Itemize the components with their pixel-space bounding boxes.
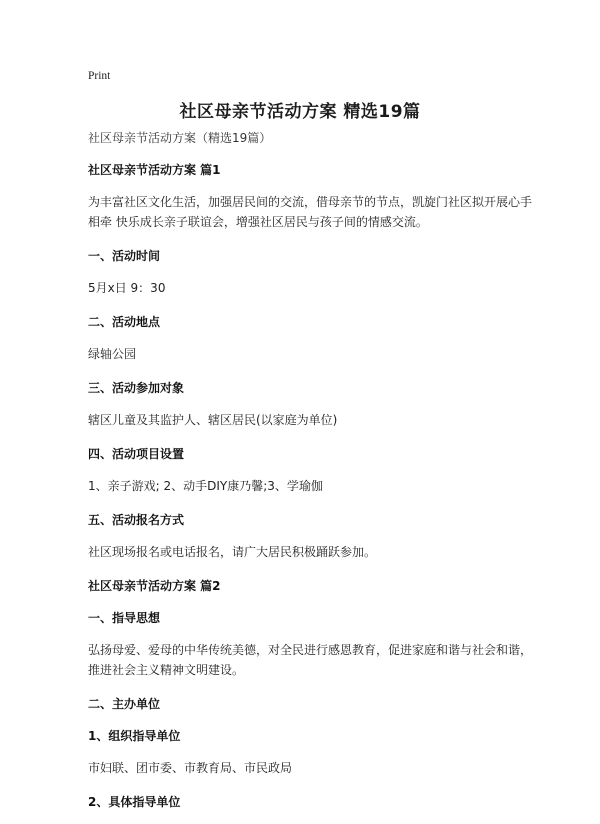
section-heading: 社区母亲节活动方案 篇2 <box>88 579 221 593</box>
paragraph: 市妇联、团市委、市教育局、市民政局 <box>88 761 293 775</box>
paragraph: 辖区儿童及其监护人、辖区居民(以家庭为单位) <box>88 413 338 427</box>
paragraph: 为丰富社区文化生活，加强居民间的交流，借母亲节的节点，凯旋门社区拟开展心手相牵 快乐成长亲子联谊会，增强社区居民与孩子间的情感交流。 <box>88 195 533 229</box>
paragraph: 绿轴公园 <box>88 347 137 361</box>
print-link[interactable]: Print <box>88 70 111 82</box>
section-heading: 五、活动报名方式 <box>88 513 185 527</box>
paragraph: 社区现场报名或电话报名，请广大居民积极踊跃参加。 <box>88 545 377 559</box>
section-heading: 一、活动时间 <box>88 249 161 263</box>
paragraph: 1、亲子游戏; 2、动手DIY康乃馨;3、学瑜伽 <box>88 479 323 493</box>
page-title: 社区母亲节活动方案 精选19篇 <box>179 102 421 122</box>
section-heading: 三、活动参加对象 <box>88 381 185 395</box>
section-heading: 一、指导思想 <box>88 611 161 625</box>
paragraph: 弘扬母爱、爱母的中华传统美德，对全民进行感恩教育，促进家庭和谐与社会和谐，推进社会主义精神文明建设。 <box>88 643 533 677</box>
section-heading: 2、具体指导单位 <box>88 795 181 809</box>
section-heading: 四、活动项目设置 <box>88 447 185 461</box>
section-heading: 社区母亲节活动方案 篇1 <box>88 163 221 177</box>
document-body <box>88 128 538 824</box>
section-heading: 二、主办单位 <box>88 697 161 711</box>
document-subtitle: 社区母亲节活动方案（精选19篇） <box>88 131 272 145</box>
paragraph: 5月x日 9：30 <box>88 281 166 295</box>
section-heading: 二、活动地点 <box>88 315 161 329</box>
section-heading: 1、组织指导单位 <box>88 729 181 743</box>
